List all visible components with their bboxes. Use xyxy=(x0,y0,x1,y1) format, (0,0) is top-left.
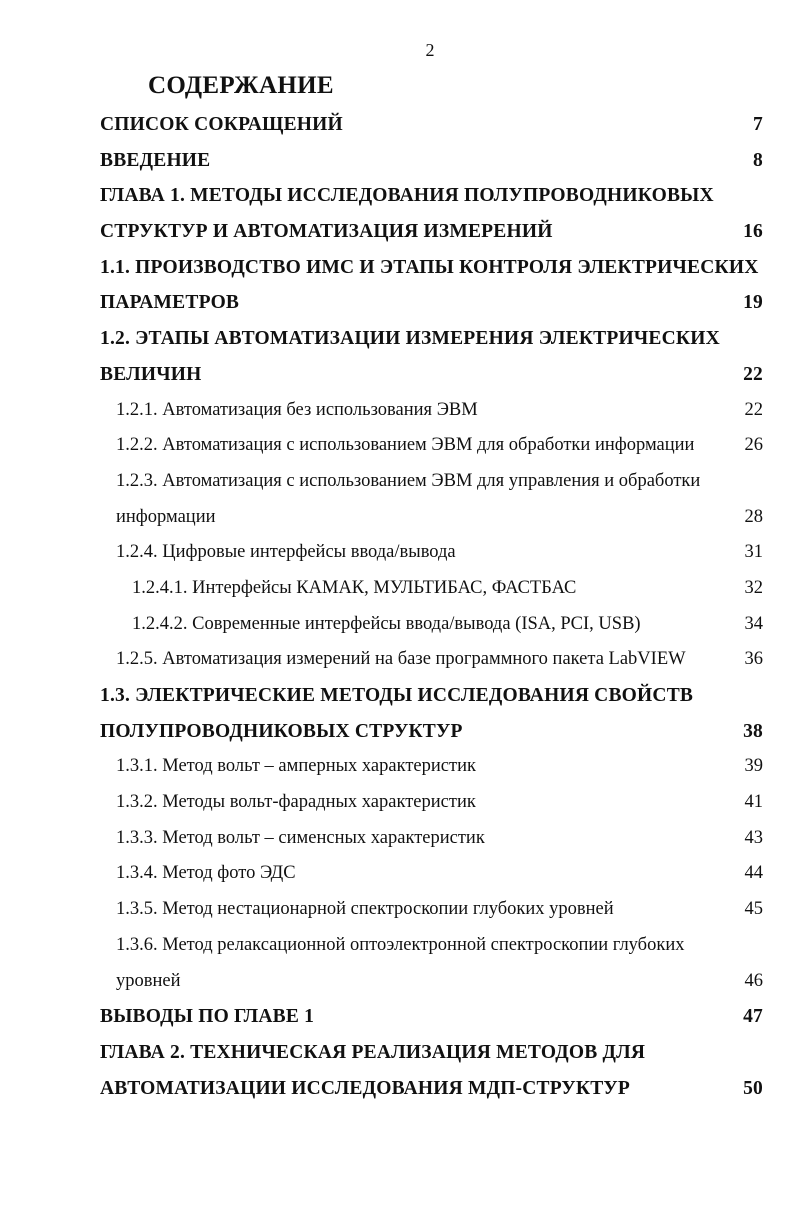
toc-entry-text: 1.2.4.1. Интерфейсы КАМАК, МУЛЬТИБАС, ФАСТБАС xyxy=(132,577,577,598)
toc-entry-page: 7 xyxy=(753,114,763,135)
toc-entry-text: уровней xyxy=(116,970,181,991)
toc-entry-text: ВЕЛИЧИН xyxy=(100,363,202,385)
toc-entry-text: 1.1. ПРОИЗВОДСТВО ИМС И ЭТАПЫ КОНТРОЛЯ ЭЛЕКТРИЧЕСКИХ xyxy=(100,256,759,278)
toc-entry-page: 34 xyxy=(744,613,763,634)
toc-entry-page: 22 xyxy=(744,399,763,420)
toc-entry-text: 1.2.1. Автоматизация без использования ЭВМ xyxy=(116,399,478,420)
toc-entry-text: СТРУКТУР И АВТОМАТИЗАЦИЯ ИЗМЕРЕНИЙ xyxy=(100,221,553,243)
toc-entry xyxy=(0,642,796,678)
toc-entry xyxy=(0,1071,796,1107)
toc-entry-page: 22 xyxy=(743,363,763,385)
toc-entry xyxy=(0,321,796,357)
toc-entry xyxy=(0,856,796,892)
toc-entry-page: 19 xyxy=(743,292,763,314)
page-number: 2 xyxy=(425,40,435,60)
toc-entry xyxy=(0,107,796,143)
toc-entry-text: 1.3. ЭЛЕКТРИЧЕСКИЕ МЕТОДЫ ИССЛЕДОВАНИЯ СВОЙСТВ xyxy=(100,685,694,706)
toc-entry-text: 1.2.4. Цифровые интерфейсы ввода/вывода xyxy=(116,542,456,563)
toc-entry-text: ПАРАМЕТРОВ xyxy=(100,292,240,314)
toc-entry xyxy=(0,571,796,607)
toc-entry xyxy=(0,714,796,750)
toc-entry-text: 1.2.2. Автоматизация с использованием ЭВМ для обработки информации xyxy=(116,435,695,456)
toc-entry-text: ГЛАВА 2. ТЕХНИЧЕСКАЯ РЕАЛИЗАЦИЯ МЕТОДОВ ДЛЯ xyxy=(100,1041,646,1063)
toc-entry xyxy=(0,357,796,393)
toc-entry-text: 1.2.4.2. Современные интерфейсы ввода/вывода (ISA, PCI, USB) xyxy=(132,613,641,634)
toc-entry xyxy=(0,678,796,714)
toc-entry-text: ПОЛУПРОВОДНИКОВЫХ СТРУКТУР xyxy=(100,720,463,742)
toc-entry-text: 1.3.5. Метод нестационарной спектроскопии глубоких уровней xyxy=(116,899,614,920)
toc-entry-page: 44 xyxy=(744,863,763,884)
toc-entry-page: 50 xyxy=(743,1077,763,1099)
toc-entry-page: 38 xyxy=(743,720,763,742)
page-title: СОДЕРЖАНИЕ xyxy=(148,72,334,99)
toc-entry-text: информации xyxy=(116,506,216,527)
toc-entry xyxy=(0,892,796,928)
toc-entry xyxy=(0,428,796,464)
toc-entry-page: 43 xyxy=(744,827,763,848)
toc-entry-page: 32 xyxy=(744,577,763,598)
toc-entry-page: 28 xyxy=(744,506,763,527)
toc-entry-text: 1.3.2. Методы вольт-фарадных характеристик xyxy=(116,792,476,813)
toc-entry-text: 1.3.3. Метод вольт – сименсных характеристик xyxy=(116,827,485,848)
toc-entry xyxy=(0,999,796,1035)
toc-entry xyxy=(0,464,796,500)
toc-entry-text: 1.3.1. Метод вольт – амперных характеристик xyxy=(116,756,476,777)
toc-entry xyxy=(0,749,796,785)
toc-entry xyxy=(0,214,796,250)
toc-entry-text: 1.2. ЭТАПЫ АВТОМАТИЗАЦИИ ИЗМЕРЕНИЯ ЭЛЕКТРИЧЕСКИХ xyxy=(100,328,720,350)
toc-entry-text: 1.2.5. Автоматизация измерений на базе программного пакета LabVIEW xyxy=(116,649,686,670)
toc-entry xyxy=(0,178,796,214)
toc-entry xyxy=(0,500,796,536)
toc-entry-page: 46 xyxy=(744,970,763,991)
toc-entry xyxy=(0,393,796,429)
toc-entry-text: ВВЕДЕНИЕ xyxy=(100,149,211,171)
toc-entry xyxy=(0,250,796,286)
toc-entry-page: 31 xyxy=(744,542,763,563)
toc-entry-page: 26 xyxy=(744,435,763,456)
toc-entry-text: СПИСОК СОКРАЩЕНИЙ xyxy=(100,114,343,135)
toc-entry-text: 1.3.4. Метод фото ЭДС xyxy=(116,863,296,884)
table-of-contents xyxy=(0,107,796,1106)
toc-entry xyxy=(0,535,796,571)
toc-entry-page: 16 xyxy=(743,221,763,243)
toc-entry xyxy=(0,785,796,821)
toc-entry-page: 8 xyxy=(753,149,763,171)
toc-entry xyxy=(0,285,796,321)
toc-entry-page: 45 xyxy=(744,899,763,920)
toc-entry xyxy=(0,143,796,179)
toc-entry-text: АВТОМАТИЗАЦИИ ИССЛЕДОВАНИЯ МДП-СТРУКТУР xyxy=(100,1077,631,1099)
toc-entry-text: ВЫВОДЫ ПО ГЛАВЕ 1 xyxy=(100,1006,315,1028)
toc-entry-page: 39 xyxy=(744,756,763,777)
toc-entry-page: 36 xyxy=(744,649,763,670)
toc-entry xyxy=(0,821,796,857)
toc-entry xyxy=(0,928,796,964)
toc-entry-page: 41 xyxy=(744,792,763,813)
toc-entry xyxy=(0,964,796,1000)
toc-entry-text: 1.3.6. Метод релаксационной оптоэлектронной спектроскопии глубоких xyxy=(116,934,685,955)
toc-entry xyxy=(0,1035,796,1071)
toc-entry xyxy=(0,607,796,643)
toc-entry-text: 1.2.3. Автоматизация с использованием ЭВМ для управления и обработки xyxy=(116,470,701,491)
toc-entry-text: ГЛАВА 1. МЕТОДЫ ИССЛЕДОВАНИЯ ПОЛУПРОВОДНИКОВЫХ xyxy=(100,185,714,207)
toc-entry-page: 47 xyxy=(743,1006,763,1028)
